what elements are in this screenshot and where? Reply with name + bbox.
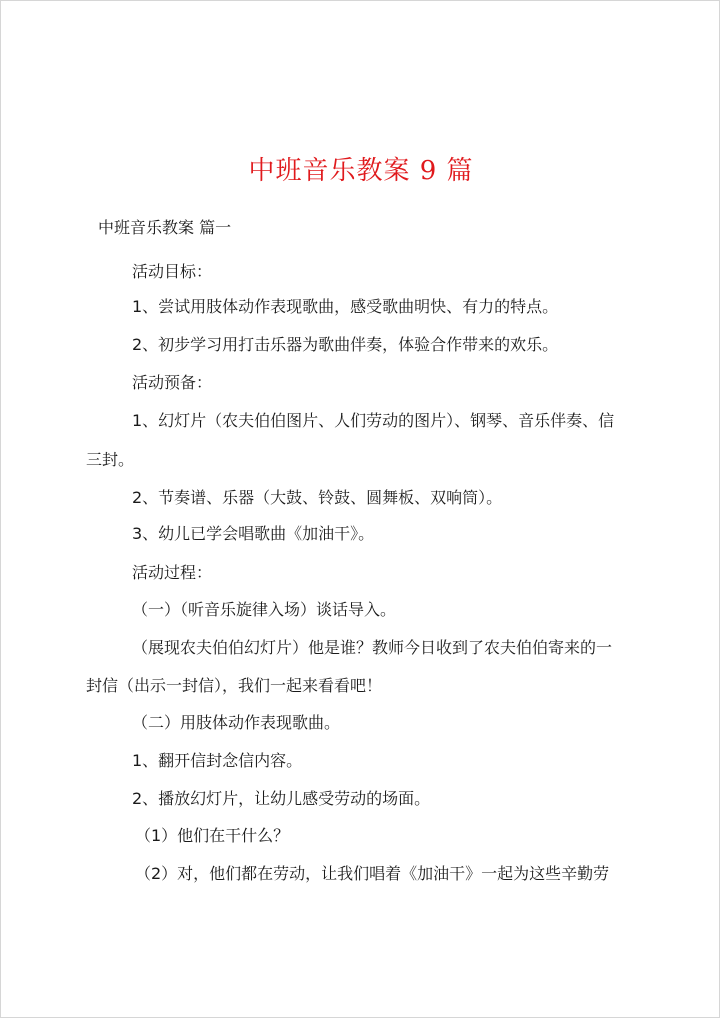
paragraph-line: 活动目标： <box>132 262 213 281</box>
paragraph-line: 活动过程： <box>132 563 213 582</box>
paragraph-line: 封信（出示一封信），我们一起来看看吧！ <box>86 676 383 695</box>
paragraph-line: 3、幼儿已学会唱歌曲《加油干》。 <box>132 524 375 543</box>
paragraph-line: 2、播放幻灯片，让幼儿感受劳动的场面。 <box>132 789 431 808</box>
document-title: 中班音乐教案 9 篇 <box>248 156 474 186</box>
paragraph-line: 1、翻开信封念信内容。 <box>132 751 303 770</box>
paragraph-line: （一）（听音乐旋律入场）谈话导入。 <box>132 600 397 619</box>
paragraph-line: （1）他们在干什么？ <box>135 826 290 845</box>
paragraph-line: 2、节奏谱、乐器（大鼓、铃鼓、圆舞板、双响筒）。 <box>132 488 503 507</box>
paragraph-line: 1、尝试用肢体动作表现歌曲，感受歌曲明快、有力的特点。 <box>132 297 559 316</box>
paragraph-line: 三封。 <box>86 450 135 469</box>
paragraph-line: （2）对，他们都在劳动，让我们唱着《加油干》一起为这些辛勤劳 <box>135 864 610 883</box>
section-heading: 中班音乐教案 篇一 <box>98 218 232 237</box>
paragraph-line: 活动预备： <box>132 373 213 392</box>
paragraph-line: 2、初步学习用打击乐器为歌曲伴奏，体验合作带来的欢乐。 <box>132 335 559 354</box>
paragraph-line: 1、幻灯片（农夫伯伯图片、人们劳动的图片）、钢琴、音乐伴奏、信 <box>132 411 615 430</box>
paragraph-line: （二）用肢体动作表现歌曲。 <box>132 713 341 732</box>
paragraph-line: （展现农夫伯伯幻灯片）他是谁？教师今日收到了农夫伯伯寄来的一 <box>132 638 613 657</box>
